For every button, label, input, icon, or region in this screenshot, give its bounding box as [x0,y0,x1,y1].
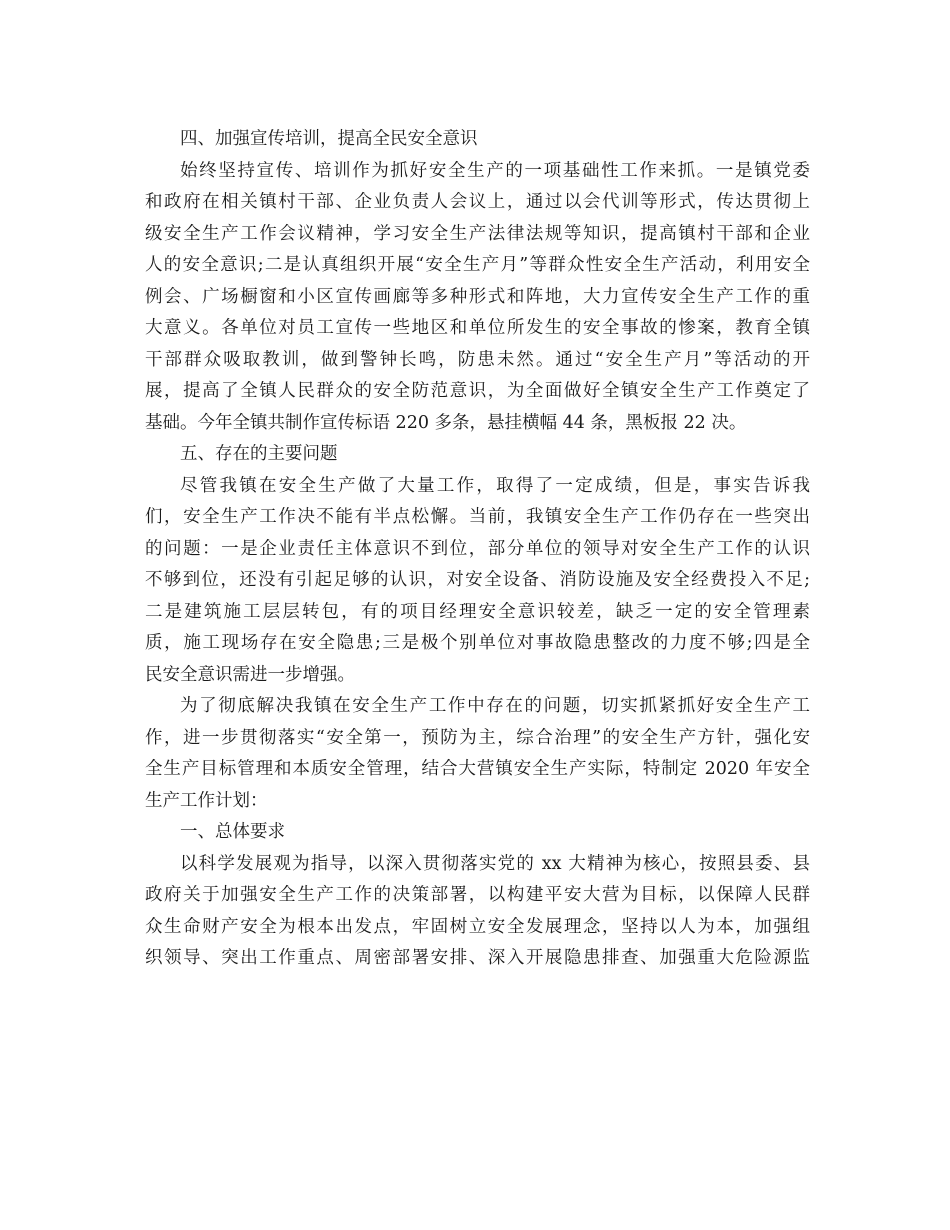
section-5-paragraph [145,471,810,692]
paragraph-line: 和政府在相关镇村干部、企业负责人会议上，通过以会代训等形式，传达贯彻上 [145,192,810,212]
paragraph-line: 尽管我镇在安全生产做了大量工作，取得了一定成绩，但是，事实告诉我 [180,475,810,496]
paragraph-line: 作，进一步贯彻落实“安全第一，预防为主，综合治理”的安全生产方针，强化安 [145,727,810,748]
general-requirements-paragraph [145,849,810,975]
paragraph-line: 基础。今年全镇共制作宣传标语 220 多条，悬挂横幅 44 条，黑板报 22 决。 [145,412,747,433]
paragraph-line: 织领导、突出工作重点、周密部署安排、深入开展隐患排查、加强重大危险源监 [145,948,810,968]
paragraph-line: 干部群众吸取教训，做到警钟长鸣，防患未然。通过“安全生产月”等活动的开 [145,349,810,370]
section-4-heading: 四、加强宣传培训，提高全民安全意识 [180,129,478,149]
section-5-heading: 五、存在的主要问题 [180,444,338,464]
paragraph-line: 二是建筑施工层层转包，有的项目经理安全意识较差，缺乏一定的安全管理素 [145,601,810,622]
general-requirements-heading: 一、总体要求 [180,822,285,842]
plan-intro-paragraph [145,691,810,817]
paragraph-line: 为了彻底解决我镇在安全生产工作中存在的问题，切实抓紧抓好安全生产工 [180,696,810,716]
paragraph-line: 级安全生产工作会议精神，学习安全生产法律法规等知识，提高镇村干部和企业 [145,223,810,244]
paragraph-line: 们，安全生产工作决不能有半点松懈。当前，我镇安全生产工作仍存在一些突出 [145,507,810,527]
paragraph-line: 始终坚持宣传、培训作为抓好安全生产的一项基础性工作来抓。一是镇党委 [180,160,810,181]
paragraph-line: 众生命财产安全为根本出发点，牢固树立安全发展理念，坚持以人为本，加强组 [145,916,810,937]
paragraph-line: 大意义。各单位对员工宣传一些地区和单位所发生的安全事故的惨案，教育全镇 [145,318,810,338]
paragraph-line: 以科学发展观为指导，以深入贯彻落实党的 xx 大精神为核心，按照县委、县 [180,853,810,874]
paragraph-line: 不够到位，还没有引起足够的认识，对安全设备、消防设施及安全经费投入不足; [145,570,810,590]
section-4-paragraph [145,156,810,440]
paragraph-line: 的问题：一是企业责任主体意识不到位，部分单位的领导对安全生产工作的认识 [145,538,810,559]
paragraph-line: 人的安全意识;二是认真组织开展“安全生产月”等群众性安全生产活动，利用安全 [145,255,810,275]
paragraph-line: 民安全意识需进一步增强。 [145,664,355,685]
paragraph-line: 例会、广场橱窗和小区宣传画廊等多种形式和阵地，大力宣传安全生产工作的重 [145,286,810,307]
paragraph-line: 生产工作计划： [145,790,268,811]
paragraph-line: 全生产目标管理和本质安全管理，结合大营镇安全生产实际，特制定 2020 年安全 [145,759,810,779]
paragraph-line: 质，施工现场存在安全隐患;三是极个别单位对事故隐患整改的力度不够;四是全 [145,633,810,653]
paragraph-line: 政府关于加强安全生产工作的决策部署，以构建平安大营为目标，以保障人民群 [145,885,810,905]
paragraph-line: 展，提高了全镇人民群众的安全防范意识，为全面做好全镇安全生产工作奠定了 [145,381,810,401]
document-page [145,124,810,975]
